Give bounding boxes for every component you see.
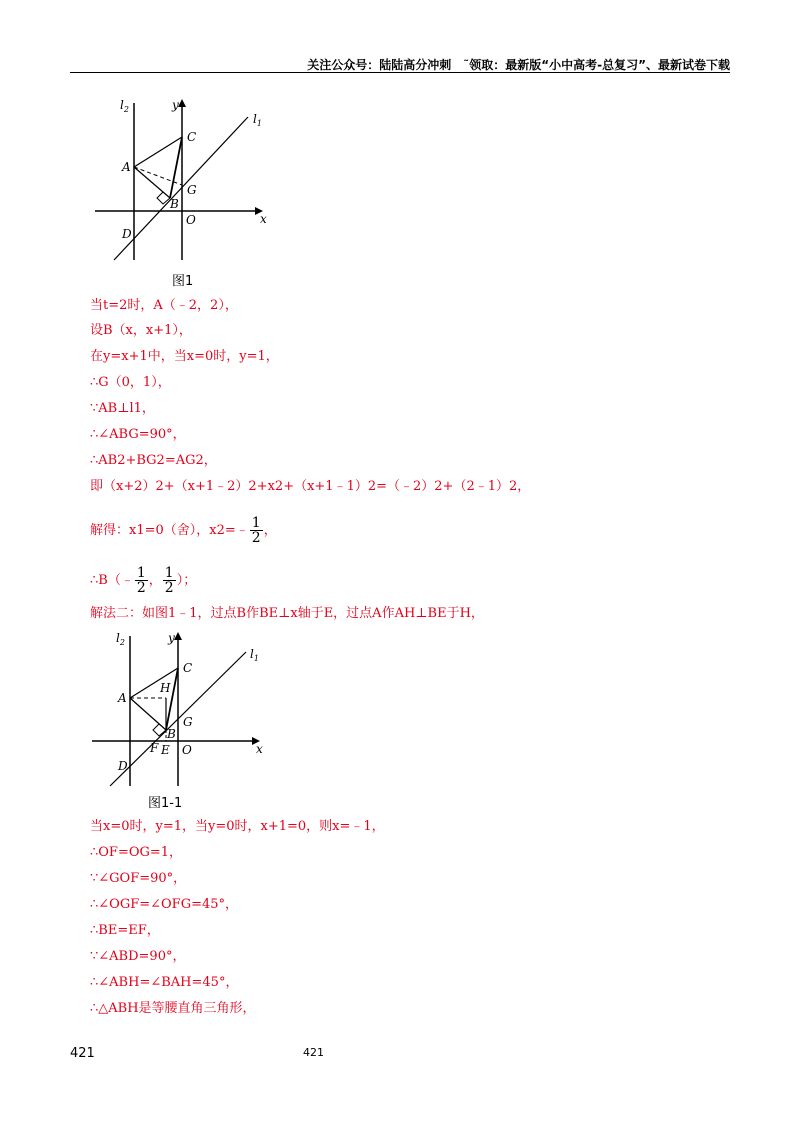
line-3: 在y=x+1中，当x=0时，y=1， (90, 349, 279, 364)
line-13: ∴OF=OG=1， (90, 845, 183, 860)
line-7: ∴AB2+BG2=AG2， (90, 453, 217, 468)
fraction-half: $\frac{1}{2}$ (251, 515, 261, 546)
line-6: ∴∠ABG=90°， (90, 427, 186, 442)
line-12: 当x=0时，y=1，当y=0时，x+1=0，则x=﹣1， (90, 819, 385, 834)
line-18: ∴∠ABH=∠BAH=45°， (90, 975, 239, 990)
line-9-end: ， (263, 523, 277, 538)
figure-1-1 (90, 628, 280, 788)
label-G: G (187, 183, 197, 197)
label-A: A (122, 160, 131, 174)
label-x: x (260, 212, 267, 226)
fraction-half-b: $\frac{1}{2}$ (164, 565, 174, 596)
label-C: C (187, 130, 197, 144)
page-number-left: 421 (70, 1046, 95, 1061)
label-G: G (183, 715, 193, 729)
line-5: ∵AB⊥l1， (90, 401, 155, 416)
label-A: A (118, 691, 127, 705)
label-D: D (118, 759, 128, 773)
line-11: 解法二：如图1﹣1，过点B作BE⊥x轴于E，过点A作AH⊥BE于H， (90, 606, 484, 621)
fraction-half-a: $\frac{1}{2}$ (136, 565, 146, 596)
line-16: ∴BE=EF， (90, 923, 160, 938)
label-F: F (150, 741, 159, 755)
header-rule (70, 72, 730, 73)
label-O: O (182, 743, 192, 757)
label-l1: $l_1$ (250, 647, 259, 663)
label-H: H (160, 681, 171, 695)
label-x: x (256, 742, 263, 756)
line-14: ∵∠GOF=90°， (90, 871, 187, 886)
label-l2: $l_2$ (120, 98, 129, 114)
line-8: 即（x+2）2+（x+1﹣2）2+x2+（x+1﹣1）2=（﹣2）2+（2﹣1）2， (90, 479, 531, 494)
line-2: 设B（x，x+1）， (90, 323, 192, 338)
line-10-end: ）； (176, 573, 197, 588)
line-19: ∴△ABH是等腰直角三角形， (90, 1001, 256, 1016)
label-O: O (186, 213, 196, 227)
line-9 (90, 516, 277, 545)
line-10 (90, 566, 196, 595)
line-1: 当t=2时，A（﹣2，2）， (90, 298, 238, 313)
label-D: D (122, 227, 132, 241)
line-15: ∴∠OGF=∠OFG=45°， (90, 897, 239, 912)
label-B: B (167, 727, 176, 741)
label-E: E (161, 743, 170, 757)
label-l1: $l_1$ (253, 112, 262, 128)
figure-1-1-caption: 图1-1 (148, 796, 183, 811)
line-10-sep: ， (148, 573, 162, 588)
line-10-text: ∴B（﹣ (90, 573, 134, 588)
line-9-text: 解得：x1=0（舍），x2=﹣ (90, 523, 249, 538)
figure-1-diagram (90, 95, 280, 265)
line-17: ∵∠ABD=90°， (90, 949, 186, 964)
label-y: y (168, 631, 175, 645)
page-number-center: 421 (303, 1046, 324, 1059)
label-B: B (170, 197, 179, 211)
label-C: C (183, 661, 193, 675)
label-l2: $l_2$ (116, 631, 125, 647)
label-y: y (172, 98, 179, 112)
page-header: 关注公众号：陆陆高分冲刺 ˜领取：最新版“小中高考-总复习”、最新试卷下载 (307, 58, 730, 72)
line-4: ∴G（0，1）， (90, 375, 171, 390)
figure-1 (90, 95, 280, 265)
figure-1-caption: 图1 (172, 274, 194, 289)
figure-1-1-diagram (90, 628, 280, 788)
